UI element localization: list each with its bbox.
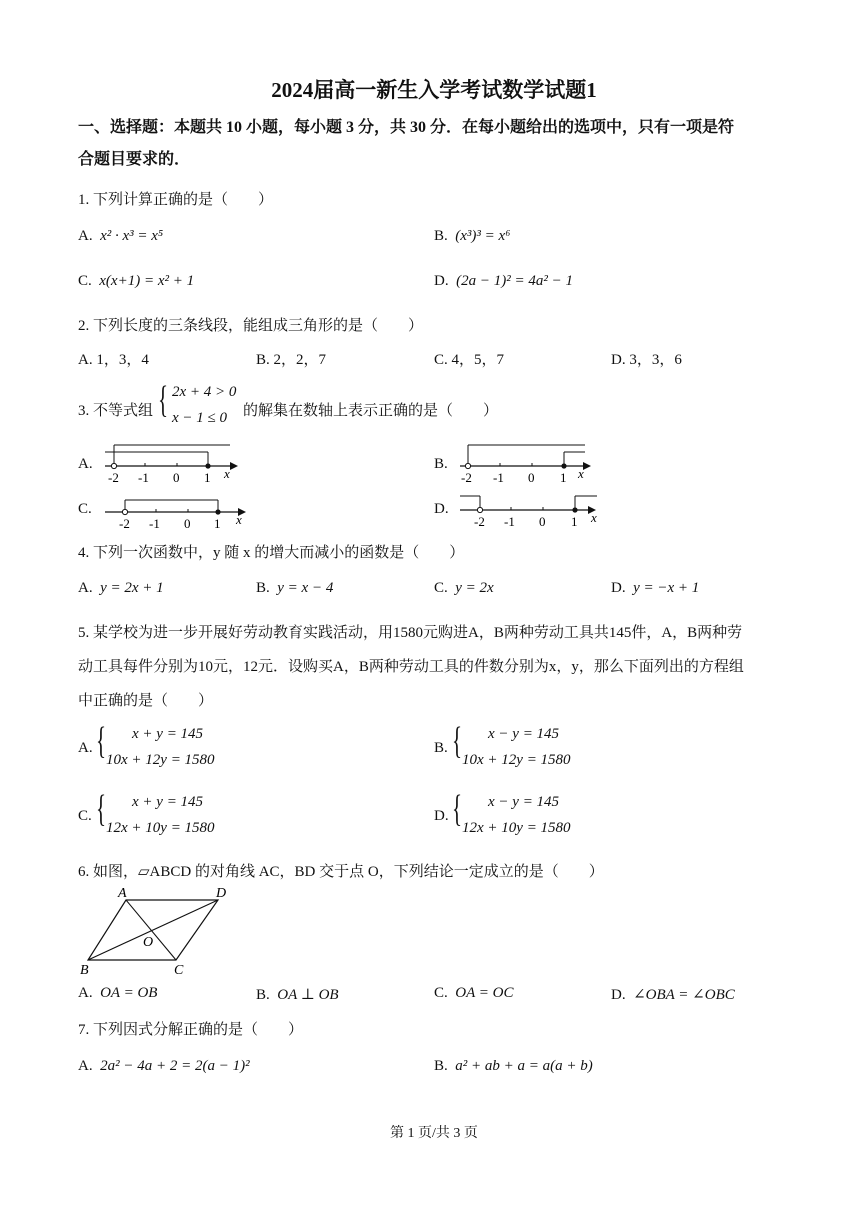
q5b-eq1: x − y = 145 [488, 726, 560, 742]
q3d-tick-label: -1 [504, 514, 515, 529]
q3b-tick-label: 1 [560, 470, 567, 484]
q3b-tick-label: 0 [528, 470, 535, 484]
q6-option-d: D. ∠OBA = ∠OBC [611, 987, 735, 1003]
q3-option-a-label: A. [78, 456, 93, 472]
vertex-label-b: B [80, 963, 89, 978]
q5b-eq2: 10x + 12y = 1580 [462, 752, 571, 768]
q5-option-b-label: B. [434, 740, 448, 756]
q1-option-d: D. (2a − 1)² = 4a² − 1 [434, 273, 573, 289]
q6-stem: 6. 如图，▱ABCD 的对角线 AC，BD 交于点 O，下列结论一定成立的是（ ） [78, 864, 604, 880]
q2-stem: 2. 下列长度的三条线段，能组成三角形的是（ ） [78, 318, 424, 334]
q5d-brace: { [452, 788, 463, 830]
q3-option-c-label: C. [78, 501, 92, 517]
q3a-axis-var: x [224, 466, 230, 481]
q5-stem-line2: 动工具每件分别为10元，12元．设购买A，B两种劳动工具的件数分别为x，y，那么下面列出的方程组 [78, 659, 744, 675]
q5-stem-line1: 5. 某学校为进一步开展好劳动教育实践活动，用1580元购进A，B两种劳动工具共145件，A，B两种劳 [78, 625, 743, 641]
q3-inequality-1: 2x + 4 > 0 [172, 384, 237, 400]
q3-option-b-label: B. [434, 456, 448, 472]
q2-option-c: C. 4，5，7 [434, 352, 505, 368]
q6-option-b: B. OA ⊥ OB [256, 987, 339, 1003]
q3b-tick-label: -1 [493, 470, 504, 484]
q5d-eq1: x − y = 145 [488, 794, 560, 810]
q3d-axis-var: x [591, 510, 597, 525]
q3b-tick-label: -2 [461, 470, 472, 484]
q3d-tick-label: 1 [571, 514, 578, 529]
q3a-tick-label: -1 [138, 470, 149, 484]
q6-option-c: C. OA = OC [434, 985, 514, 1001]
vertex-label-c: C [174, 963, 184, 978]
q5a-brace: { [96, 720, 107, 762]
q3-option-d-label: D. [434, 501, 449, 517]
q3-stem-pre: 3. 不等式组 [78, 403, 154, 419]
q5-option-d-label: D. [434, 808, 449, 824]
q5c-eq1: x + y = 145 [132, 794, 204, 810]
section-heading-line1: 一、选择题：本题共 10 小题，每小题 3 分，共 30 分．在每小题给出的选项中，只有一项是符 [78, 119, 735, 136]
q3-stem-post: 的解集在数轴上表示正确的是（ ） [243, 403, 499, 419]
q5c-eq2: 12x + 10y = 1580 [106, 820, 215, 836]
q1-option-b: B. (x³)³ = x⁶ [434, 228, 511, 244]
q4-option-b: B. y = x − 4 [256, 580, 334, 596]
q1-option-a: A. x² · x³ = x⁵ [78, 228, 164, 244]
q5d-eq2: 12x + 10y = 1580 [462, 820, 571, 836]
q7-stem: 7. 下列因式分解正确的是（ ） [78, 1022, 304, 1038]
q1-stem: 1. 下列计算正确的是（ ） [78, 192, 274, 208]
q5-stem-line3: 中正确的是（ ） [78, 693, 214, 709]
q2-option-d: D. 3，3，6 [611, 352, 682, 368]
q3d-tick-label: 0 [539, 514, 546, 529]
vertex-label-d: D [216, 886, 227, 901]
q5a-eq2: 10x + 12y = 1580 [106, 752, 215, 768]
q3-brace: { [158, 379, 169, 421]
q7-option-a: A. 2a² − 4a + 2 = 2(a − 1)² [78, 1058, 250, 1074]
q3b-axis-var: x [578, 466, 584, 481]
q3a-tick-label: 0 [173, 470, 180, 484]
q3c-tick-label: 1 [214, 516, 221, 531]
q5-option-a-label: A. [78, 740, 93, 756]
q3-number-line-d [455, 490, 605, 532]
q5b-brace: { [452, 720, 463, 762]
q4-option-a: A. y = 2x + 1 [78, 580, 164, 596]
q3c-tick-label: -2 [119, 516, 130, 531]
q3-inequality-2: x − 1 ≤ 0 [172, 410, 228, 426]
q7-option-b: B. a² + ab + a = a(a + b) [434, 1058, 593, 1074]
q3c-axis-var: x [236, 512, 242, 527]
q1-option-c: C. x(x+1) = x² + 1 [78, 273, 195, 289]
q4-option-d: D. y = −x + 1 [611, 580, 700, 596]
q4-option-c: C. y = 2x [434, 580, 494, 596]
q6-parallelogram-figure [76, 882, 236, 978]
page-title: 2024届高一新生入学考试数学试题1 [271, 78, 597, 102]
vertex-label-a: A [118, 886, 127, 901]
q3-number-line-a [100, 440, 240, 484]
q3a-tick-label: 1 [204, 470, 211, 484]
q3d-tick-label: -2 [474, 514, 485, 529]
q2-option-a: A. 1，3，4 [78, 352, 149, 368]
q5a-eq1: x + y = 145 [132, 726, 204, 742]
page-footer: 第 1 页/共 3 页 [390, 1126, 478, 1141]
q3a-tick-label: -2 [108, 470, 119, 484]
q3c-tick-label: 0 [184, 516, 191, 531]
q2-option-b: B. 2，2，7 [256, 352, 327, 368]
q6-option-a: A. OA = OB [78, 985, 158, 1001]
q3-number-line-c [100, 492, 250, 532]
center-label-o: O [143, 935, 154, 950]
q4-stem: 4. 下列一次函数中，y 随 x 的增大而减小的函数是（ ） [78, 545, 465, 561]
q5c-brace: { [96, 788, 107, 830]
q3c-tick-label: -1 [149, 516, 160, 531]
q3-number-line-b [455, 440, 595, 484]
section-heading-line2: 合题目要求的． [78, 151, 191, 168]
q5-option-c-label: C. [78, 808, 92, 824]
